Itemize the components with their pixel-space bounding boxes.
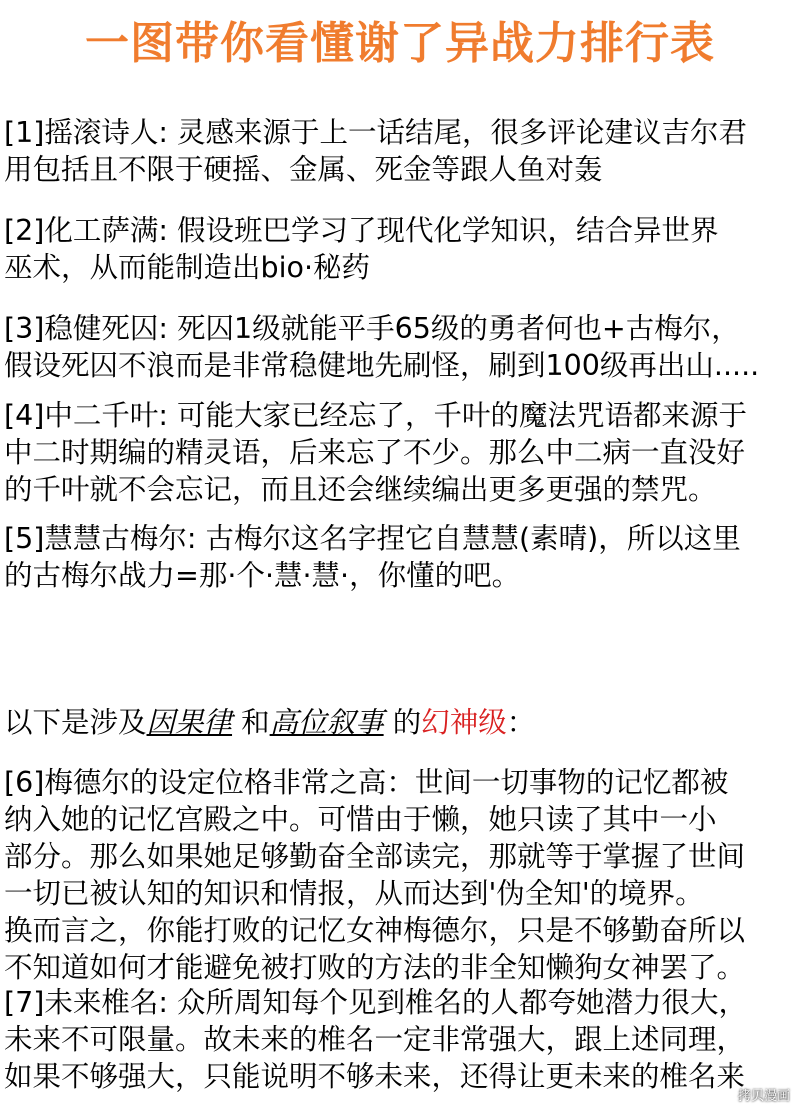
list-item	[4, 397, 796, 508]
intro-term-meta-narrative: 高位叙事	[269, 706, 384, 739]
item-3-line-2: 假设死囚不浪而是非常稳健地先刷怪，刷到100级再出山.....	[4, 349, 760, 382]
item-2-line-2: 巫术，从而能制造出bio·秘药	[4, 251, 371, 284]
page-title: 一图带你看懂谢了异战力排行表	[85, 18, 715, 69]
item-6-line-6: 不知道如何才能避免被打败的方法的非全知懒狗女神罢了。	[4, 951, 746, 984]
item-7-line-3: 如果不够强大，只能说明不够未来，还得让更未来的椎名来	[4, 1060, 746, 1093]
intro-connector: 的	[392, 706, 422, 739]
item-6-line-1: [6]梅德尔的设定位格非常之高：世间一切事物的记忆都被	[4, 766, 729, 799]
intro-term-causality: 因果律	[146, 706, 233, 739]
intro-middle: 和	[241, 706, 270, 739]
item-7-line-1: [7]未来椎名: 众所周知每个见到椎名的人都夸她潜力很大，	[4, 986, 748, 1019]
intro-prefix: 以下是涉及	[4, 706, 147, 739]
list-item	[4, 310, 796, 384]
item-6-line-4: 一切已被认知的知识和情报，从而达到'伪全知'的境界。	[4, 877, 704, 910]
list-item	[4, 114, 796, 188]
item-7-line-2: 未来不可限量。故未来的椎名一定非常强大，跟上述同理，	[4, 1023, 746, 1056]
item-4-line-2: 中二时期编的精灵语，后来忘了不少。那么中二病一直没好	[4, 436, 746, 469]
list-item	[4, 520, 796, 594]
item-6-line-2: 纳入她的记忆宫殿之中。可惜由于懒，她只读了其中一小	[4, 803, 717, 836]
list-item	[4, 764, 796, 986]
item-5-line-1: [5]慧慧古梅尔: 古梅尔这名字捏它自慧慧(素晴)，所以这里	[4, 522, 741, 555]
item-2-line-1: [2]化工萨满: 假设班巴学习了现代化学知识，结合异世界	[4, 214, 719, 247]
item-6-line-3: 部分。那么如果她足够勤奋全部读完，那就等于掌握了世间	[4, 840, 746, 873]
item-4-line-1: [4]中二千叶: 可能大家已经忘了，千叶的魔法咒语都来源于	[4, 399, 748, 432]
intro-highlight: 幻神级	[421, 706, 507, 739]
item-6-line-5: 换而言之，你能打败的记忆女神梅德尔，只是不够勤奋所以	[4, 914, 746, 947]
item-3-line-1: [3]稳健死囚: 死囚1级就能平手65级的勇者何也+古梅尔，	[4, 312, 740, 345]
section-intro	[4, 704, 796, 741]
item-5-line-2: 的古梅尔战力=那·个·慧·慧·，你懂的吧。	[4, 559, 521, 592]
watermark: 拷贝漫画	[737, 1089, 790, 1104]
list-item	[4, 984, 796, 1095]
item-1-line-2: 用包括且不限于硬摇、金属、死金等跟人鱼对轰	[4, 153, 603, 186]
item-1-line-1: [1]摇滚诗人: 灵感来源于上一话结尾，很多评论建议吉尔君	[4, 116, 748, 149]
intro-suffix: ：	[506, 706, 536, 739]
list-item	[4, 212, 796, 286]
item-4-line-3: 的千叶就不会忘记，而且还会继续编出更多更强的禁咒。	[4, 473, 717, 506]
